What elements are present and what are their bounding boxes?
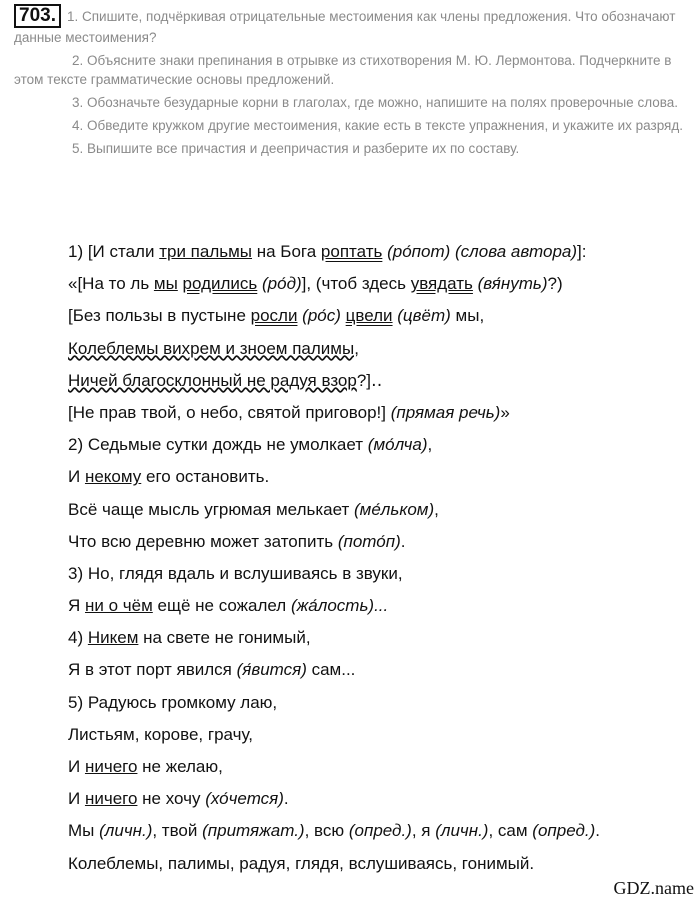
text-segment: 2) Седьмые сутки дождь не умолкает — [68, 435, 368, 455]
text-segment: , твой — [152, 821, 203, 841]
text-line — [68, 590, 698, 622]
text-segment: его остановить. — [141, 467, 270, 487]
text-segment: Я в этот порт явился — [68, 660, 237, 680]
task-item-3: 3. Обозначьте безударные корни в глаголах, где можно, напишите на полях проверочные слова. — [72, 95, 679, 110]
text-line — [68, 719, 698, 751]
site-watermark: GDZ.name — [613, 878, 694, 898]
text-line — [68, 783, 698, 815]
text-line — [68, 558, 698, 590]
text-segment: , всю — [304, 821, 349, 841]
text-segment: (жа́лость)... — [290, 596, 389, 616]
exercise-number: 703. — [14, 4, 61, 28]
text-line — [68, 654, 698, 686]
text-segment: три пальмы — [159, 242, 253, 261]
text-line — [68, 333, 698, 365]
text-segment: «[На то ль — [68, 274, 154, 294]
text-segment: (пото́п) — [337, 531, 401, 551]
text-segment: И — [68, 789, 85, 809]
text-segment: (хо́чется) — [205, 789, 284, 809]
text-segment: цвели — [345, 306, 393, 326]
text-segment: [Без пользы в пустыне — [68, 306, 251, 326]
text-line — [68, 365, 698, 397]
text-segment: не желаю, — [137, 757, 223, 776]
text-line — [68, 848, 698, 880]
text-segment: 4) — [68, 628, 88, 648]
text-line — [68, 815, 698, 847]
text-segment: ]: — [577, 242, 587, 261]
task-item-2: 2. Объясните знаки препинания в отрывке из стихотворения М. Ю. Лермонтова. Подчеркните в этом тексте грамматические основы предложений. — [14, 53, 672, 87]
text-segment: ничего — [84, 789, 138, 809]
text-segment: (я́вится) — [236, 660, 307, 680]
answer-text — [68, 236, 698, 880]
text-segment: на свете не гонимый, — [138, 628, 311, 648]
text-line — [68, 300, 698, 332]
text-segment: Всё чаще мысль угрюмая мелькает — [68, 499, 355, 519]
text-segment: мы, — [450, 306, 485, 326]
text-segment: . — [595, 821, 600, 841]
text-segment: (опред.) — [348, 821, 412, 841]
text-segment: , — [427, 435, 433, 455]
text-segment: родились — [182, 274, 258, 294]
text-line — [68, 461, 698, 493]
text-segment: , я — [411, 821, 436, 841]
text-segment: , сам — [488, 821, 533, 841]
text-line — [68, 622, 698, 654]
text-segment: росли — [250, 306, 298, 326]
text-segment: (ро́д) — [257, 274, 302, 294]
text-segment: И — [68, 757, 85, 776]
text-segment: (мо́лча) — [367, 435, 428, 455]
text-segment: (личн.) — [435, 821, 489, 841]
text-segment: [Не прав твой, о небо, святой приговор!] — [68, 402, 391, 422]
text-segment: ничего — [84, 757, 138, 776]
text-segment: (вя́нуть) — [472, 274, 548, 294]
text-segment: ни о чём — [85, 596, 153, 616]
text-segment: И — [68, 467, 85, 487]
text-segment: Колеблемы, палимы, радуя, глядя, вслушиваясь, гонимый. — [68, 853, 535, 873]
text-segment: роптать — [320, 242, 383, 261]
task-block — [14, 4, 690, 158]
text-line — [68, 687, 698, 719]
text-segment: 5) Радуюсь громкому лаю, — [68, 692, 278, 712]
task-item-1 — [14, 4, 690, 47]
text-segment: . — [283, 789, 289, 809]
text-segment: Колеблемы вихрем и зноем палимы, — [68, 338, 359, 358]
text-segment: (ро́с) — [297, 306, 341, 326]
text-line — [68, 526, 698, 558]
text-segment: ?) — [547, 274, 563, 294]
task-item-4: 4. Обведите кружком другие местоимения, какие есть в тексте упражнения, и укажите их разряд. — [72, 118, 683, 133]
task-text-1: 1. Спишите, подчёркивая отрицательные местоимения как члены предложения. Что обозначают данные местоимения? — [14, 9, 676, 45]
text-segment: ещё не сожалел — [152, 596, 291, 616]
task-item-5: 5. Выпишите все причастия и деепричастия и разберите их по составу. — [72, 141, 520, 156]
text-segment: (цвёт) — [392, 306, 451, 326]
text-segment: (притяжат.) — [202, 821, 305, 841]
text-segment: Листьям, корове, грачу, — [68, 724, 253, 744]
text-segment: (ро́пот) (слова автора) — [382, 242, 578, 261]
text-segment: на Бога — [252, 242, 321, 261]
text-segment: Я — [68, 596, 85, 616]
text-segment: (опред.) — [532, 821, 596, 841]
text-line — [68, 429, 698, 461]
text-line — [68, 494, 698, 526]
text-segment: Никем — [87, 628, 139, 648]
text-segment: сам... — [306, 660, 356, 680]
text-segment: мы — [153, 274, 178, 294]
text-segment: ?]‥ — [356, 370, 383, 390]
text-line — [68, 751, 698, 783]
text-segment: . — [400, 531, 406, 551]
text-line — [68, 236, 698, 268]
text-segment: , — [434, 499, 439, 519]
text-segment: » — [500, 402, 510, 422]
text-segment: увядать — [410, 274, 473, 294]
text-segment: (личн.) — [99, 821, 153, 841]
text-segment: Ничей благосклонный не радуя взор — [68, 370, 357, 390]
text-segment: ], (чтоб здесь — [301, 274, 411, 294]
text-segment: некому — [84, 467, 142, 487]
text-line — [68, 268, 698, 300]
text-segment: Мы — [68, 821, 100, 841]
text-segment: 1) [И стали — [68, 242, 160, 261]
text-segment: 3) Но, глядя вдаль и вслушиваясь в звуки, — [68, 563, 403, 583]
text-segment: (ме́льком) — [354, 499, 435, 519]
text-segment: не хочу — [137, 789, 206, 809]
text-segment: (прямая речь) — [390, 402, 501, 422]
text-segment: Что всю деревню может затопить — [68, 531, 338, 551]
text-line — [68, 397, 698, 429]
